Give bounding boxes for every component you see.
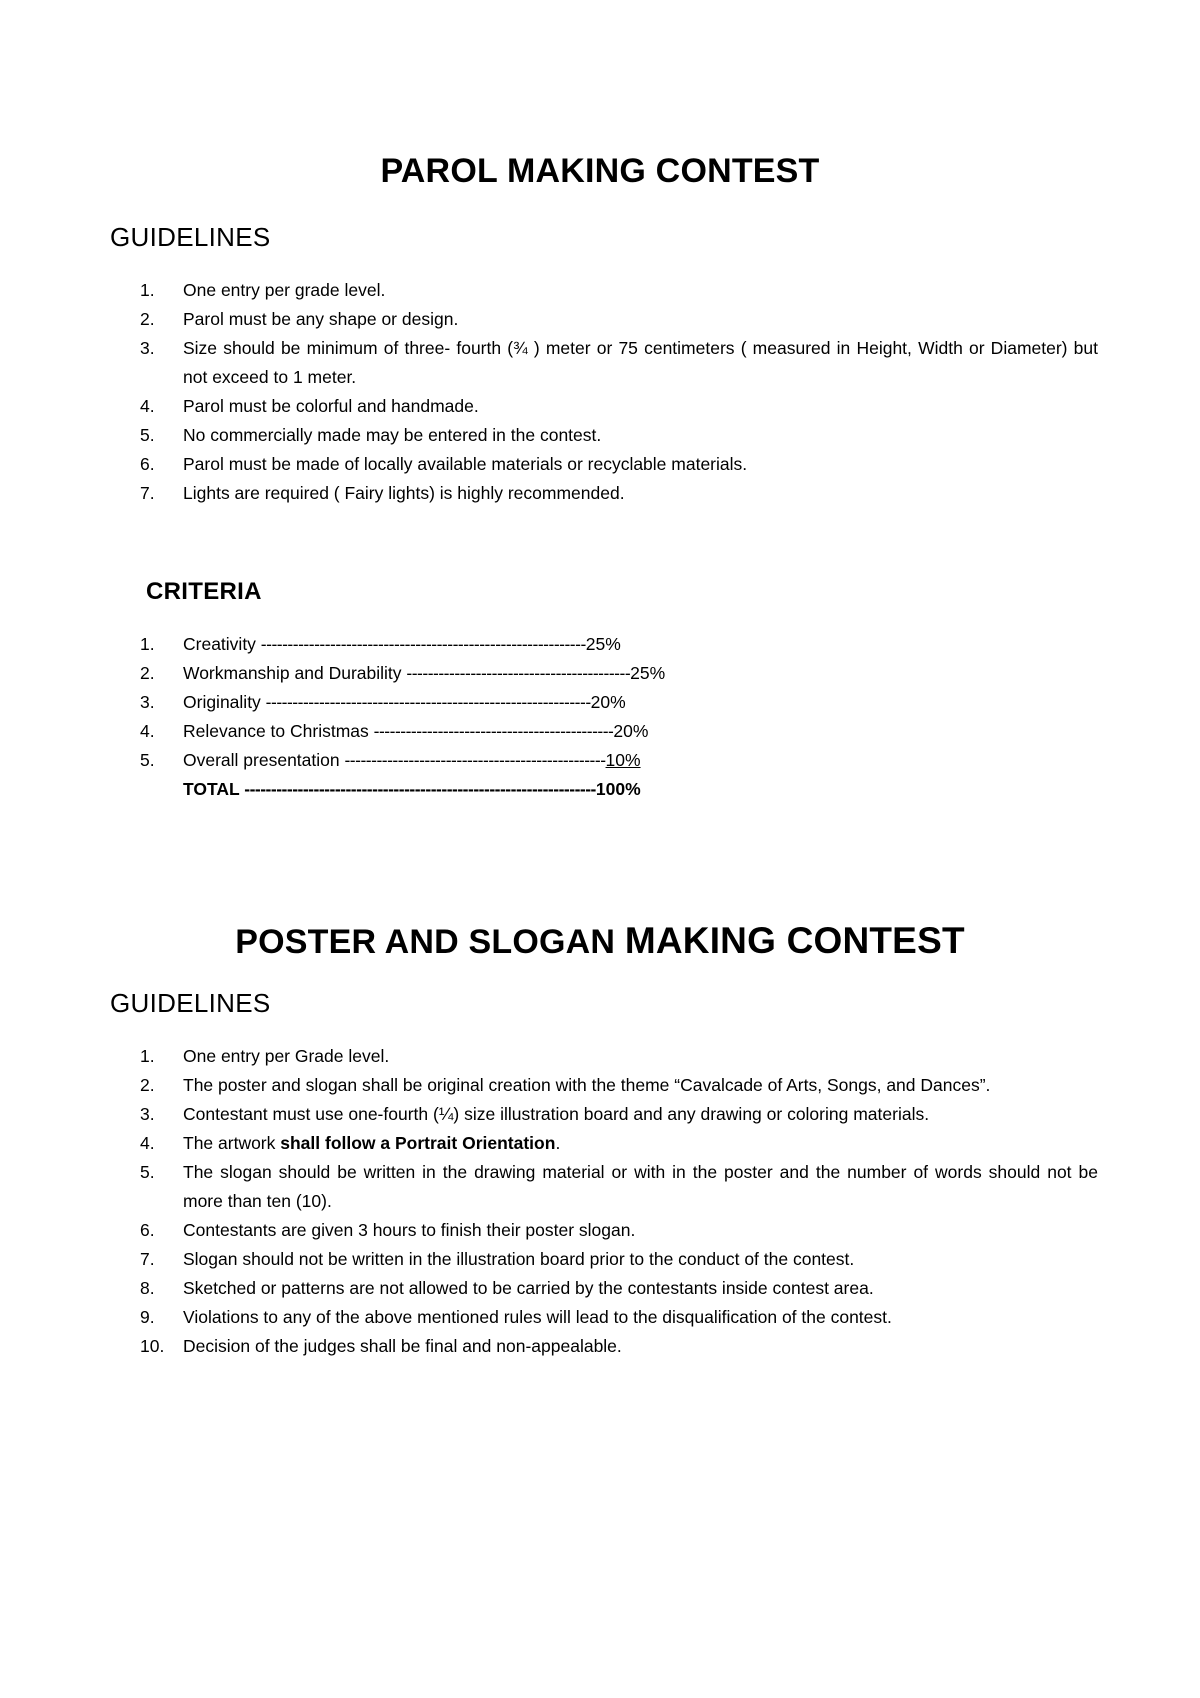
criteria-percent: 25% bbox=[585, 634, 621, 654]
poster-title-part2: MAKING CONTEST bbox=[624, 920, 965, 961]
list-item bbox=[140, 450, 1098, 479]
criteria-percent: 20% bbox=[590, 692, 626, 712]
criteria-leader: ------------------------------------------------------------- bbox=[265, 692, 591, 712]
item-text-bold: shall follow a Portrait Orientation bbox=[280, 1133, 556, 1153]
item-text: Parol must be colorful and handmade. bbox=[183, 396, 479, 416]
item-number: 8. bbox=[140, 1278, 155, 1298]
list-item bbox=[140, 1158, 1098, 1216]
criteria-leader: ------------------------------------------ bbox=[406, 663, 631, 683]
parol-criteria-heading: CRITERIA bbox=[146, 578, 262, 605]
item-number: 4. bbox=[140, 721, 155, 741]
criteria-percent: 25% bbox=[630, 663, 666, 683]
parol-guidelines-list bbox=[140, 276, 1098, 508]
item-number: 2. bbox=[140, 1075, 155, 1095]
criteria-label: Relevance to Christmas bbox=[183, 721, 374, 741]
item-number: 7. bbox=[140, 483, 155, 503]
criteria-row bbox=[140, 630, 665, 659]
list-item bbox=[140, 1274, 1098, 1303]
item-number: 6. bbox=[140, 454, 155, 474]
item-text: One entry per grade level. bbox=[183, 280, 386, 300]
poster-title-part1: POSTER AND SLOGAN bbox=[235, 923, 625, 961]
item-number: 9. bbox=[140, 1307, 155, 1327]
criteria-total-row bbox=[140, 775, 665, 804]
criteria-percent: 10% bbox=[605, 750, 641, 770]
item-number: 4. bbox=[140, 396, 155, 416]
item-number: 2. bbox=[140, 309, 155, 329]
criteria-row bbox=[140, 717, 665, 746]
item-text: One entry per Grade level. bbox=[183, 1046, 390, 1066]
item-number: 2. bbox=[140, 663, 155, 683]
item-text: No commercially made may be entered in the contest. bbox=[183, 425, 602, 445]
criteria-leader: ------------------------------------------------- bbox=[344, 750, 606, 770]
item-text: The slogan should be written in the drawing material or with in the poster and the number of words should not be more than ten (10). bbox=[183, 1162, 1098, 1211]
criteria-row bbox=[140, 659, 665, 688]
criteria-leader: --------------------------------------------- bbox=[373, 721, 614, 741]
item-text: The poster and slogan shall be original creation with the theme “Cavalcade of Arts, Songs, and Dances”. bbox=[183, 1075, 991, 1095]
list-item bbox=[140, 276, 1098, 305]
item-text: Contestant must use one-fourth (¼) size illustration board and any drawing or coloring materials. bbox=[183, 1104, 930, 1124]
total-percent: 100% bbox=[595, 779, 641, 799]
criteria-row bbox=[140, 688, 665, 717]
item-text: Parol must be any shape or design. bbox=[183, 309, 459, 329]
list-item bbox=[140, 305, 1098, 334]
item-number: 7. bbox=[140, 1249, 155, 1269]
list-item bbox=[140, 1303, 1098, 1332]
criteria-percent: 20% bbox=[613, 721, 649, 741]
item-number: 4. bbox=[140, 1133, 155, 1153]
item-number: 1. bbox=[140, 634, 155, 654]
item-text: Contestants are given 3 hours to finish their poster slogan. bbox=[183, 1220, 636, 1240]
item-number: 5. bbox=[140, 1162, 155, 1182]
item-text: Slogan should not be written in the illustration board prior to the conduct of the contest. bbox=[183, 1249, 855, 1269]
item-text: Violations to any of the above mentioned rules will lead to the disqualification of the contest. bbox=[183, 1307, 892, 1327]
item-text: Parol must be made of locally available materials or recyclable materials. bbox=[183, 454, 748, 474]
poster-title bbox=[0, 920, 1200, 962]
list-item bbox=[140, 1042, 1098, 1071]
list-item bbox=[140, 334, 1098, 392]
item-number: 3. bbox=[140, 1104, 155, 1124]
total-label: TOTAL bbox=[183, 779, 245, 799]
item-text: Size should be minimum of three- fourth (¾ ) meter or 75 centimeters ( measured in Height, Width or Diameter) but not exceed to 1 meter. bbox=[183, 338, 1098, 387]
list-item bbox=[140, 421, 1098, 450]
list-item bbox=[140, 1216, 1098, 1245]
criteria-row bbox=[140, 746, 665, 775]
item-text: Lights are required ( Fairy lights) is highly recommended. bbox=[183, 483, 625, 503]
poster-guidelines-list bbox=[140, 1042, 1098, 1361]
total-leader: ------------------------------------------------------------------ bbox=[244, 779, 596, 799]
item-number: 1. bbox=[140, 280, 155, 300]
criteria-leader: ------------------------------------------------------------- bbox=[260, 634, 586, 654]
poster-guidelines-heading: GUIDELINES bbox=[110, 988, 271, 1018]
list-item bbox=[140, 1071, 1098, 1100]
list-item bbox=[140, 1100, 1098, 1129]
item-text: Sketched or patterns are not allowed to be carried by the contestants inside contest area. bbox=[183, 1278, 874, 1298]
criteria-label: Workmanship and Durability bbox=[183, 663, 407, 683]
list-item bbox=[140, 392, 1098, 421]
item-text-pre: The artwork bbox=[183, 1133, 281, 1153]
list-item bbox=[140, 1332, 1098, 1361]
criteria-label: Overall presentation bbox=[183, 750, 345, 770]
list-item bbox=[140, 1245, 1098, 1274]
parol-criteria-list bbox=[140, 630, 665, 804]
item-number: 1. bbox=[140, 1046, 155, 1066]
criteria-label: Originality bbox=[183, 692, 266, 712]
item-number: 3. bbox=[140, 338, 155, 358]
item-number: 3. bbox=[140, 692, 155, 712]
criteria-label: Creativity bbox=[183, 634, 261, 654]
item-text: Decision of the judges shall be final and non-appealable. bbox=[183, 1336, 622, 1356]
item-number: 6. bbox=[140, 1220, 155, 1240]
item-number: 10. bbox=[140, 1336, 165, 1356]
item-text-post: . bbox=[555, 1133, 561, 1153]
parol-title: PAROL MAKING CONTEST bbox=[380, 152, 820, 190]
item-number: 5. bbox=[140, 425, 155, 445]
item-number: 5. bbox=[140, 750, 155, 770]
list-item bbox=[140, 1129, 1098, 1158]
parol-guidelines-heading: GUIDELINES bbox=[110, 222, 271, 252]
list-item bbox=[140, 479, 1098, 508]
